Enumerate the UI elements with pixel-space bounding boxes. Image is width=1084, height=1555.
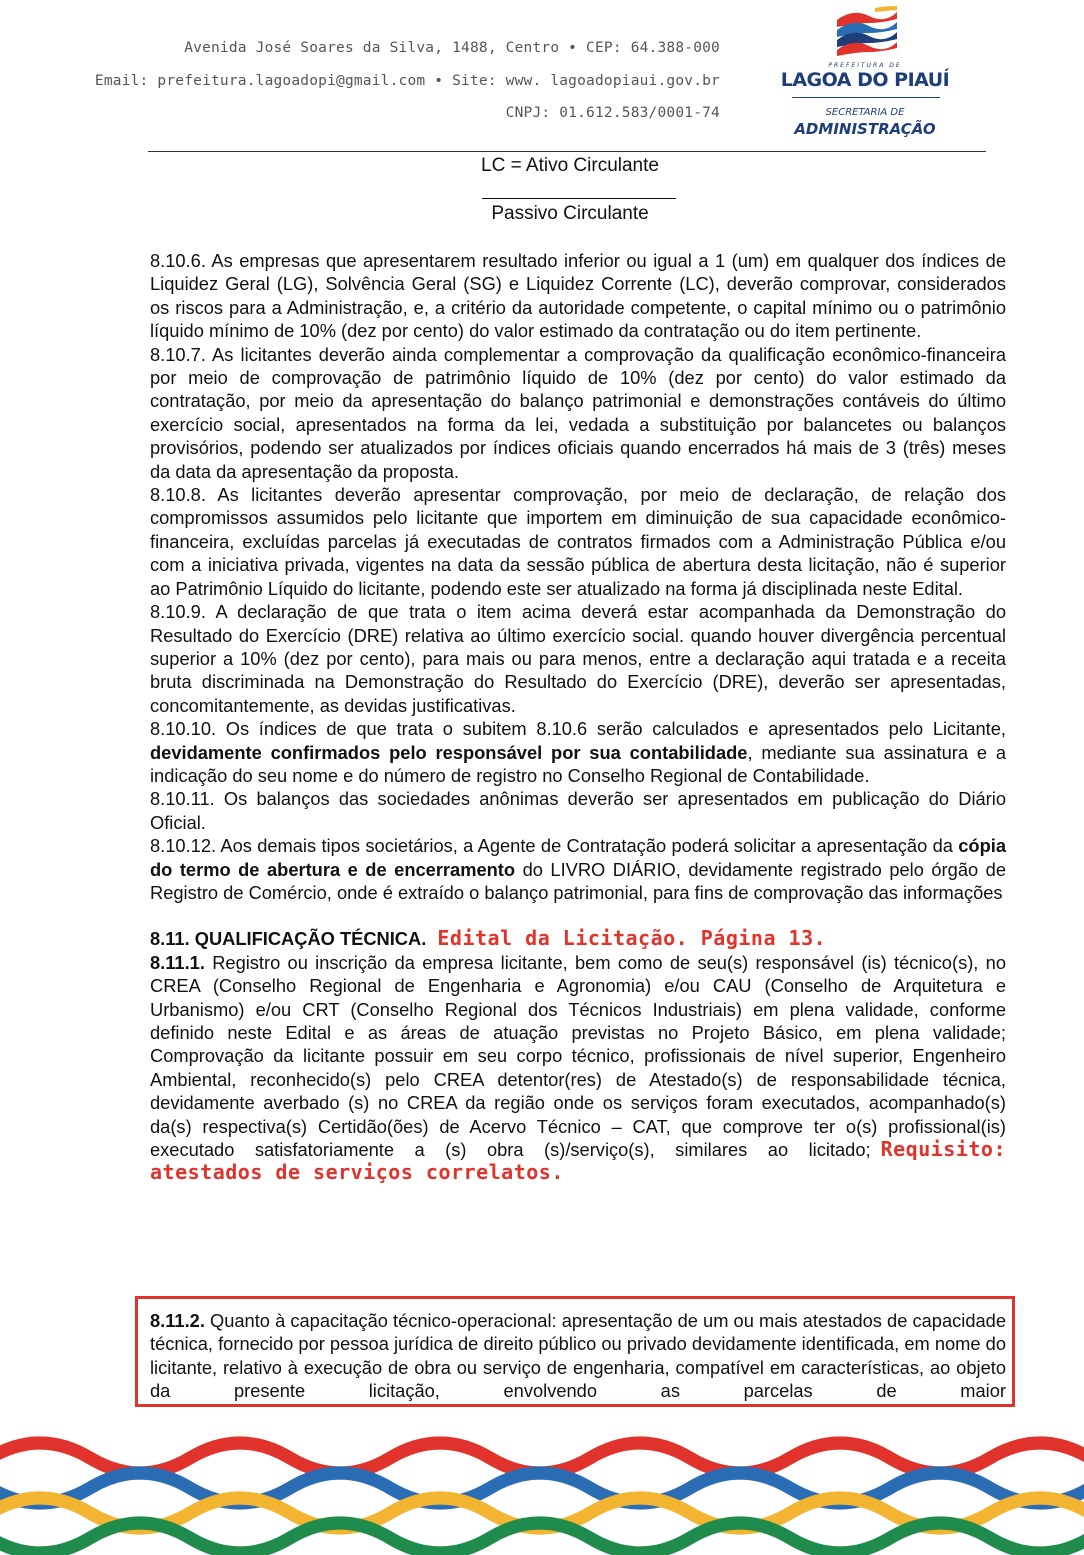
paragraph-8-11-2 (150, 1309, 1006, 1403)
paragraph-8-11-1-number: 8.11.1. (150, 951, 205, 973)
header-divider (148, 151, 986, 152)
logo-divider (792, 97, 940, 98)
formula-denominator: Passivo Circulante (491, 203, 649, 224)
paragraph-8-10-10-start: 8.10.10. Os índices de que trata o subitem 8.10.6 serão calculados e apresentados pelo Licitante, (150, 718, 1006, 740)
paragraph-8-10-8: 8.10.8. As licitantes deverão apresentar comprovação, por meio de declaração, de relação dos compromissos assumidos pelo licitante que importem em diminuição de sua capacidade econômico-financeira, excluídas parcelas já executadas de contratos firmados com a Administração Pública e/ou com a iniciativa privada, vigentes na data da sessão pública de abertura desta licitação, não é superior ao Patrimônio Líquido do licitante, podendo este ser atualizado na forma já disciplinada neste Edital. (150, 484, 1006, 599)
paragraph-8-10-9: 8.10.9. A declaração de que trata o item acima deverá estar acompanhada da Demonstração do Resultado do Exercício (DRE) relativa ao último exercício social. quando houver divergência percentual superior a 10% (dez por cento), para mais ou para menos, entre a declaração aqui tratada e a receita bruta discriminada na Demonstração do Resultado do Exercício (DRE), deverão ser apresentadas, concomitantemente, as devidas justificativas. (150, 601, 1006, 716)
logo-prefix: PREFEITURA DE (828, 62, 902, 69)
paragraph-8-10-12-start: 8.10.12. Aos demais tipos societários, a Agente de Contratação poderá solicitar a apresentação da (150, 835, 959, 857)
logo-secretaria: SECRETARIA DE (825, 107, 905, 118)
logo-name: LAGOA DO PIAUÍ (780, 69, 950, 91)
section-8-11-heading-row (150, 927, 1006, 950)
header-cnpj: CNPJ: 01.612.583/0001-74 (505, 105, 720, 121)
section-8-11-heading: 8.11. QUALIFICAÇÃO TÉCNICA. (150, 928, 427, 950)
paragraph-8-10-12-bold: cópia do termo de abertura e de encerramento (150, 835, 1006, 880)
paragraph-8-10-10-end: , mediante sua assinatura e a indicação do seu nome e do número de registro no Conselho Regional de Contabilidade. (150, 741, 1006, 786)
prefeitura-logo (780, 6, 960, 146)
paragraph-8-10-11: 8.10.11. Os balanços das sociedades anônimas deverão ser apresentados em publicação do Diário Oficial. (150, 788, 1006, 833)
decorative-footer-pattern (0, 1418, 1084, 1555)
paragraph-8-10-12-end: do LIVRO DIÁRIO, devidamente registrado pelo órgão de Registro de Comércio, onde é extraído o balanço patrimonial, para fins de comprovação das informações (150, 858, 1006, 903)
paragraph-8-11-1-text: Registro ou inscrição da empresa licitante, bem como de seu(s) responsável (is) técnico(s), no CREA (Conselho Regional de Engenharia e Agronomia) e/ou CAU (Conselho de Arquitetura e Urbanismo) e/ou CRT (Conselho Regional dos Técnicos Industriais) em plena validade, conforme definido neste Edital e as áreas de atuação previstas no Projeto Básico, em plena validade; Comprovação da licitante possuir em seu corpo técnico, profissionais de nível superior, Engenheiro Ambiental, reconhecido(s) pelo CREA detentor(res) de Atestado(s) de responsabilidade técnica, devidamente averbado (s) no CREA da região onde os serviços foram executados, acompanhado(s) da(s) respectiva(s) Certidão(ões) de Acervo Técnico – CAT, que comprove ter o(s) profissional(is) executado satisfatoriamente a (s) obra (s)/serviço(s), similares ao licitado; (150, 951, 1006, 1161)
annotation-page-ref: Edital da Licitação. Página 13. (437, 926, 827, 951)
formula-fraction-line (482, 198, 676, 199)
paragraph-8-11-1 (150, 951, 1006, 1185)
paragraph-8-10-7: 8.10.7. As licitantes deverão ainda complementar a comprovação da qualificação econômico-financeira por meio de comprovação de patrimônio líquido de 10% (dez por cento) do valor estimado da contratação, por meio da apresentação do balanço patrimonial e demonstrações contáveis do último exercício social, apresentados na forma da lei, vedada a substituição por balancetes ou balanços provisórios, podendo ser atualizados por índices oficiais quando encerrados há mais de 3 (três) meses da data da apresentação da proposta. (150, 343, 1006, 482)
paragraph-8-10-12 (150, 834, 1006, 904)
document-body (150, 249, 1006, 1185)
paragraph-8-11-2-number: 8.11.2. (150, 1310, 205, 1331)
header-address: Avenida José Soares da Silva, 1488, Centro • CEP: 64.388-000 (184, 40, 720, 56)
logo-department: ADMINISTRAÇÃO (794, 120, 936, 138)
header-contact: Email: prefeitura.lagoadopi@gmail.com • Site: www. lagoadopiaui.gov.br (94, 73, 720, 89)
paragraph-8-10-10 (150, 717, 1006, 787)
paragraph-8-11-2-text: Quanto à capacitação técnico-operacional: apresentação de um ou mais atestados de capacidade técnica, fornecido por pessoa jurídica de direito público ou privado devidamente identificada, em nome do licitante, relativo à execução de obra ou serviço de engenharia, compatível em características, ao objeto da presente licitação, envolvendo as parcelas de maior (150, 1310, 1006, 1402)
paragraph-8-10-6: 8.10.6. As empresas que apresentarem resultado inferior ou igual a 1 (um) em qualquer dos índices de Liquidez Geral (LG), Solvência Geral (SG) e Liquidez Corrente (LC), deverão comprovar, considerados os riscos para a Administração, e, a critério da autoridade competente, o capital mínimo ou o patrimônio líquido mínimo de 10% (dez por cento) do valor estimado da contratação ou do item pertinente. (150, 250, 1006, 342)
annotation-requirement: Requisito: atestados de serviços correlatos. (150, 1137, 1006, 1185)
flag-icon (835, 6, 899, 58)
formula-numerator: LC = Ativo Circulante (481, 155, 659, 176)
paragraph-8-10-10-bold: devidamente confirmados pelo responsável por sua contabilidade (150, 741, 748, 763)
